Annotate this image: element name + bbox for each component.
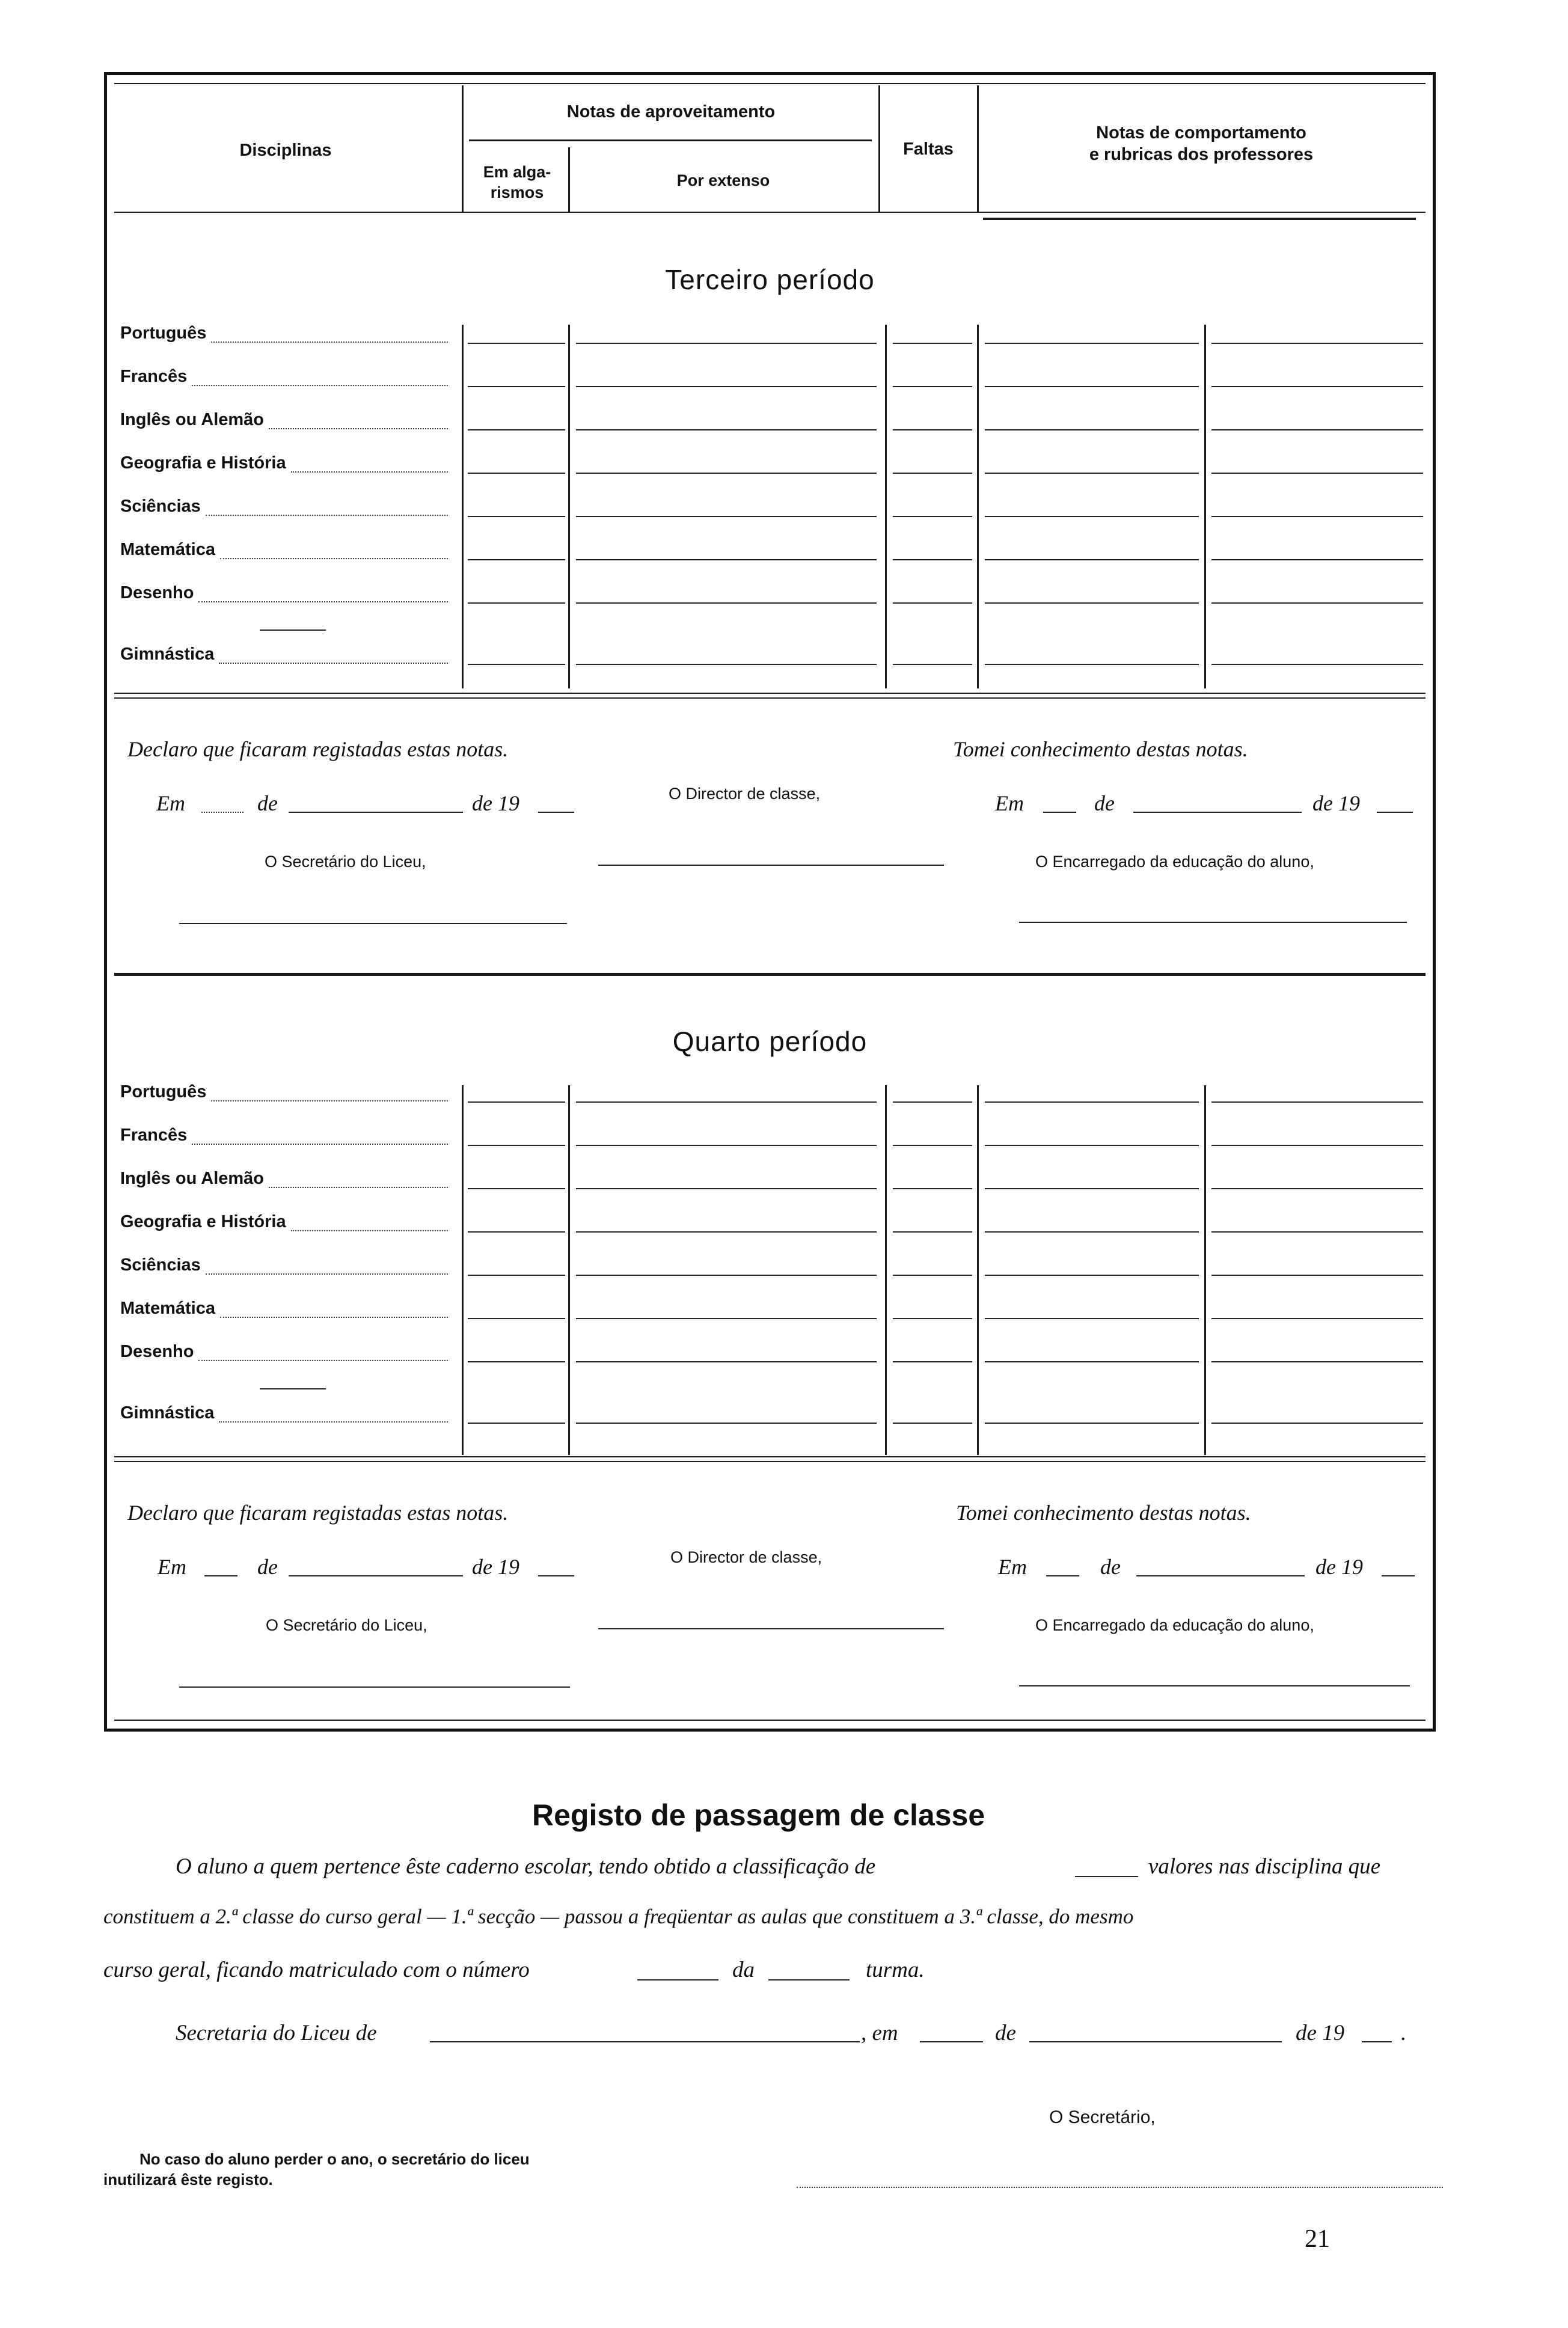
grade-field[interactable] — [985, 1275, 1199, 1276]
secretaria-label: Secretaria do Liceu de — [176, 2021, 377, 2045]
subject-leader-dots — [192, 1144, 448, 1145]
grade-field[interactable] — [576, 386, 877, 387]
subject-label: Gimnástica — [120, 645, 215, 664]
grade-field[interactable] — [985, 429, 1199, 430]
header-comportamento: Notas de comportamento e rubricas dos professores — [1089, 123, 1314, 165]
grade-field[interactable] — [576, 1318, 877, 1319]
subject-leader-dots — [192, 385, 448, 386]
grade-field[interactable] — [576, 1145, 877, 1146]
em-label-1b: Em — [995, 791, 1024, 815]
grade-field[interactable] — [893, 343, 972, 344]
encarregado-label-1: O Encarregado da educação do aluno, — [1035, 853, 1314, 871]
tomei-text-2: Tomei conhecimento destas notas. — [956, 1501, 1251, 1525]
grade-field[interactable] — [576, 1423, 877, 1424]
grade-field[interactable] — [576, 602, 877, 604]
registo-line3b: da — [732, 1958, 755, 1982]
grade-field[interactable] — [1211, 1101, 1423, 1103]
grade-field[interactable] — [576, 1275, 877, 1276]
grade-field[interactable] — [468, 559, 565, 560]
grade-field[interactable] — [985, 1188, 1199, 1189]
registo-title: Registo de passagem de classe — [532, 1798, 985, 1832]
grade-field[interactable] — [985, 602, 1199, 604]
grade-field[interactable] — [468, 664, 565, 665]
grade-field[interactable] — [893, 602, 972, 604]
grade-field[interactable] — [468, 1101, 565, 1103]
grade-field[interactable] — [1211, 664, 1423, 665]
grade-field[interactable] — [1211, 1361, 1423, 1362]
header-faltas: Faltas — [903, 139, 954, 159]
grade-field[interactable] — [1211, 429, 1423, 430]
separator-dash — [260, 1388, 326, 1389]
grade-field[interactable] — [893, 1188, 972, 1189]
grade-field[interactable] — [893, 1275, 972, 1276]
subject-leader-dots — [198, 601, 448, 602]
grade-field[interactable] — [1211, 516, 1423, 517]
grade-field[interactable] — [985, 559, 1199, 560]
grade-field[interactable] — [893, 664, 972, 665]
de19-label-2: de 19 — [472, 1555, 519, 1579]
grade-field[interactable] — [985, 1101, 1199, 1103]
period-title-terceiro: Terceiro período — [665, 264, 875, 295]
subject-label: Geografia e História — [120, 1212, 286, 1231]
subject-label: Desenho — [120, 1342, 194, 1361]
grade-field[interactable] — [893, 1361, 972, 1362]
grade-field[interactable] — [1211, 473, 1423, 474]
grade-field[interactable] — [1211, 602, 1423, 604]
registo-note: No caso do aluno perder o ano, o secretário do liceu inutilizará êste registo. — [103, 2150, 530, 2189]
de19-label-2b: de 19 — [1315, 1555, 1363, 1579]
separator-dash — [260, 629, 326, 631]
grade-field[interactable] — [468, 1231, 565, 1233]
em-label-1: Em — [156, 791, 185, 815]
grade-field[interactable] — [576, 1231, 877, 1233]
em-label-2: Em — [158, 1555, 186, 1579]
grade-field[interactable] — [1211, 1231, 1423, 1233]
subject-leader-dots — [291, 1230, 448, 1231]
grade-field[interactable] — [576, 664, 877, 665]
subject-label: Geografia e História — [120, 453, 286, 473]
subject-leader-dots — [269, 428, 448, 429]
subject-label: Português — [120, 1082, 207, 1101]
declaro-text-1: Declaro que ficaram registadas estas notas. — [127, 737, 509, 761]
grade-field[interactable] — [893, 1145, 972, 1146]
declaro-text-2: Declaro que ficaram registadas estas notas. — [127, 1501, 509, 1525]
grade-field[interactable] — [468, 429, 565, 430]
registo-de19-label: de 19 — [1296, 2021, 1345, 2045]
grade-field[interactable] — [893, 1423, 972, 1424]
subject-leader-dots — [291, 471, 448, 473]
grade-field[interactable] — [576, 559, 877, 560]
subject-leader-dots — [220, 558, 448, 559]
grade-field[interactable] — [893, 1101, 972, 1103]
grade-field[interactable] — [468, 516, 565, 517]
grade-field[interactable] — [985, 1145, 1199, 1146]
subject-leader-dots — [269, 1187, 448, 1188]
subject-label: Gimnástica — [120, 1403, 215, 1423]
grade-field[interactable] — [893, 1318, 972, 1319]
subject-label: Sciências — [120, 1255, 201, 1275]
grade-field[interactable] — [893, 559, 972, 560]
em-label-2b: Em — [998, 1555, 1027, 1579]
secretario-liceu-label-1: O Secretário do Liceu, — [265, 853, 426, 871]
grade-field[interactable] — [893, 1231, 972, 1233]
grade-field[interactable] — [1211, 1275, 1423, 1276]
registo-period: . — [1401, 2021, 1407, 2045]
subject-label: Sciências — [120, 497, 201, 516]
subject-label: Francês — [120, 367, 188, 386]
registo-line2: constituem a 2.ª classe do curso geral — 1.ª secção — passou a freqüentar as aulas que constituem a 3.ª classe, do mesmo — [103, 1905, 1134, 1928]
grade-field[interactable] — [893, 386, 972, 387]
de-label-1b: de — [1094, 791, 1115, 815]
grade-field[interactable] — [576, 1361, 877, 1362]
registo-line3c: turma. — [866, 1958, 925, 1982]
grade-field[interactable] — [576, 473, 877, 474]
grade-field[interactable] — [893, 516, 972, 517]
grade-field[interactable] — [468, 1188, 565, 1189]
grade-field[interactable] — [1211, 1145, 1423, 1146]
subject-leader-dots — [220, 1317, 448, 1318]
grade-field[interactable] — [576, 343, 877, 344]
grade-field[interactable] — [985, 516, 1199, 517]
grade-field[interactable] — [985, 1318, 1199, 1319]
header-notas-aproveitamento: Notas de aproveitamento — [566, 102, 776, 121]
registo-line1b: valores nas disciplina que — [1148, 1854, 1381, 1879]
registo-em-label: , em — [861, 2021, 898, 2045]
grade-field[interactable] — [468, 473, 565, 474]
page-number: 21 — [1305, 2225, 1330, 2253]
director-label-1: O Director de classe, — [669, 785, 821, 803]
subject-leader-dots — [211, 1100, 448, 1101]
grade-field[interactable] — [468, 602, 565, 604]
grade-field[interactable] — [468, 386, 565, 387]
subject-label: Matemática — [120, 1299, 215, 1318]
subject-label: Francês — [120, 1126, 188, 1145]
grade-field[interactable] — [985, 1361, 1199, 1362]
grade-field[interactable] — [468, 1423, 565, 1424]
subject-leader-dots — [211, 342, 448, 343]
header-por-extenso: Por extenso — [676, 171, 770, 189]
subject-label: Desenho — [120, 583, 194, 602]
grade-field[interactable] — [893, 473, 972, 474]
registo-secretario-label: O Secretário, — [1049, 2107, 1156, 2127]
form-frame — [104, 72, 1436, 1732]
de-label-2b: de — [1100, 1555, 1121, 1579]
secretario-liceu-label-2: O Secretário do Liceu, — [266, 1616, 427, 1634]
subject-label: Inglês ou Alemão — [120, 410, 265, 429]
registo-line1: O aluno a quem pertence êste caderno escolar, tendo obtido a classificação de — [176, 1854, 876, 1879]
tomei-text-1: Tomei conhecimento destas notas. — [953, 737, 1248, 761]
de-label-2: de — [257, 1555, 278, 1579]
grade-field[interactable] — [985, 386, 1199, 387]
grade-field[interactable] — [985, 1231, 1199, 1233]
grade-field[interactable] — [468, 343, 565, 344]
subject-leader-dots — [219, 1421, 448, 1423]
grade-field[interactable] — [1211, 1188, 1423, 1189]
registo-de-label: de — [995, 2021, 1016, 2045]
director-label-2: O Director de classe, — [670, 1548, 822, 1566]
grade-field[interactable] — [576, 1188, 877, 1189]
grade-field[interactable] — [1211, 1423, 1423, 1424]
grade-field[interactable] — [468, 1361, 565, 1362]
subject-label: Português — [120, 323, 207, 343]
grade-field[interactable] — [1211, 386, 1423, 387]
grade-field[interactable] — [576, 516, 877, 517]
de19-label-1b: de 19 — [1312, 791, 1360, 815]
grade-field[interactable] — [1211, 559, 1423, 560]
grade-field[interactable] — [1211, 343, 1423, 344]
header-em-algarismos: Em alga- rismos — [483, 163, 551, 201]
grade-field[interactable] — [468, 1275, 565, 1276]
de19-label-1: de 19 — [472, 791, 519, 815]
grade-field[interactable] — [576, 1101, 877, 1103]
grade-field[interactable] — [1211, 1318, 1423, 1319]
subject-leader-dots — [206, 515, 448, 516]
subject-label: Matemática — [120, 540, 215, 559]
encarregado-label-2: O Encarregado da educação do aluno, — [1035, 1616, 1314, 1634]
grade-field[interactable] — [985, 664, 1199, 665]
grade-field[interactable] — [468, 1318, 565, 1319]
subject-leader-dots — [198, 1360, 448, 1361]
de-label-1: de — [257, 791, 278, 815]
grade-field[interactable] — [468, 1145, 565, 1146]
grade-field[interactable] — [985, 343, 1199, 344]
grade-field[interactable] — [985, 473, 1199, 474]
grade-field[interactable] — [576, 429, 877, 430]
subject-leader-dots — [206, 1273, 448, 1275]
subject-label: Inglês ou Alemão — [120, 1169, 265, 1188]
subject-leader-dots — [219, 663, 448, 664]
grade-field[interactable] — [893, 429, 972, 430]
header-disciplinas: Disciplinas — [239, 141, 332, 160]
grade-field[interactable] — [985, 1423, 1199, 1424]
registo-line3a: curso geral, ficando matriculado com o número — [103, 1958, 530, 1982]
period-title-quarto: Quarto período — [672, 1026, 868, 1057]
